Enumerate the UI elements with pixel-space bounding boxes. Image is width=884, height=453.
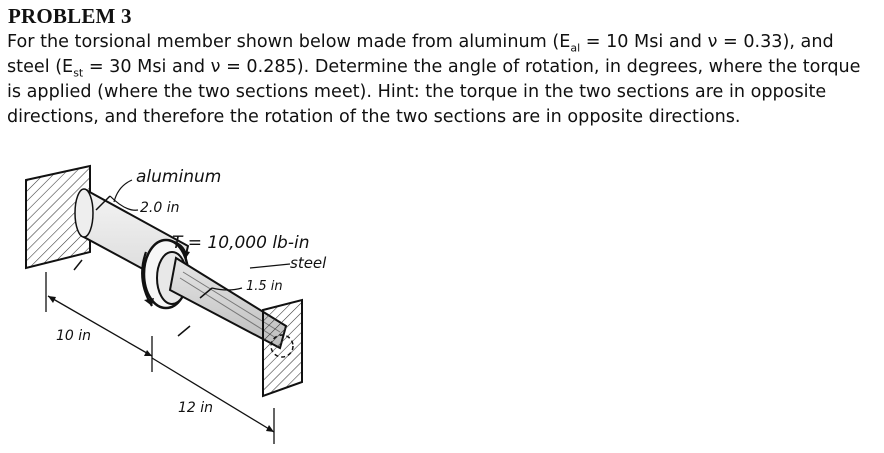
label-al-radius: 2.0 in [140,200,180,216]
label-al-length: 10 in [56,328,92,344]
problem-line-1: For the torsional member shown below made from aluminum ($E_{al} = 10$ Msi and ν = 0.33), and [7,32,834,55]
problem-statement [7,30,883,130]
problem-line-2: steel ($E_{st} = 30$ Msi and ν = 0.285). Determine the angle of rotation, in degrees, where the torque [7,57,861,80]
label-torque: T = 10,000 lb-in [172,233,310,253]
label-st-length: 12 in [178,400,214,416]
problem-line-4: directions, and therefore the rotation of the two sections are in opposite directions. [7,107,741,127]
problem-title: PROBLEM 3 [8,4,132,28]
label-aluminum: aluminum [136,167,222,187]
label-st-radius: 1.5 in [246,279,283,294]
label-steel: steel [290,254,327,272]
right-wall [263,300,302,396]
torsion-member-figure [18,160,378,450]
problem-line-3: is applied (where the two sections meet). Hint: the torque in the two sections are in opposite [7,82,827,102]
